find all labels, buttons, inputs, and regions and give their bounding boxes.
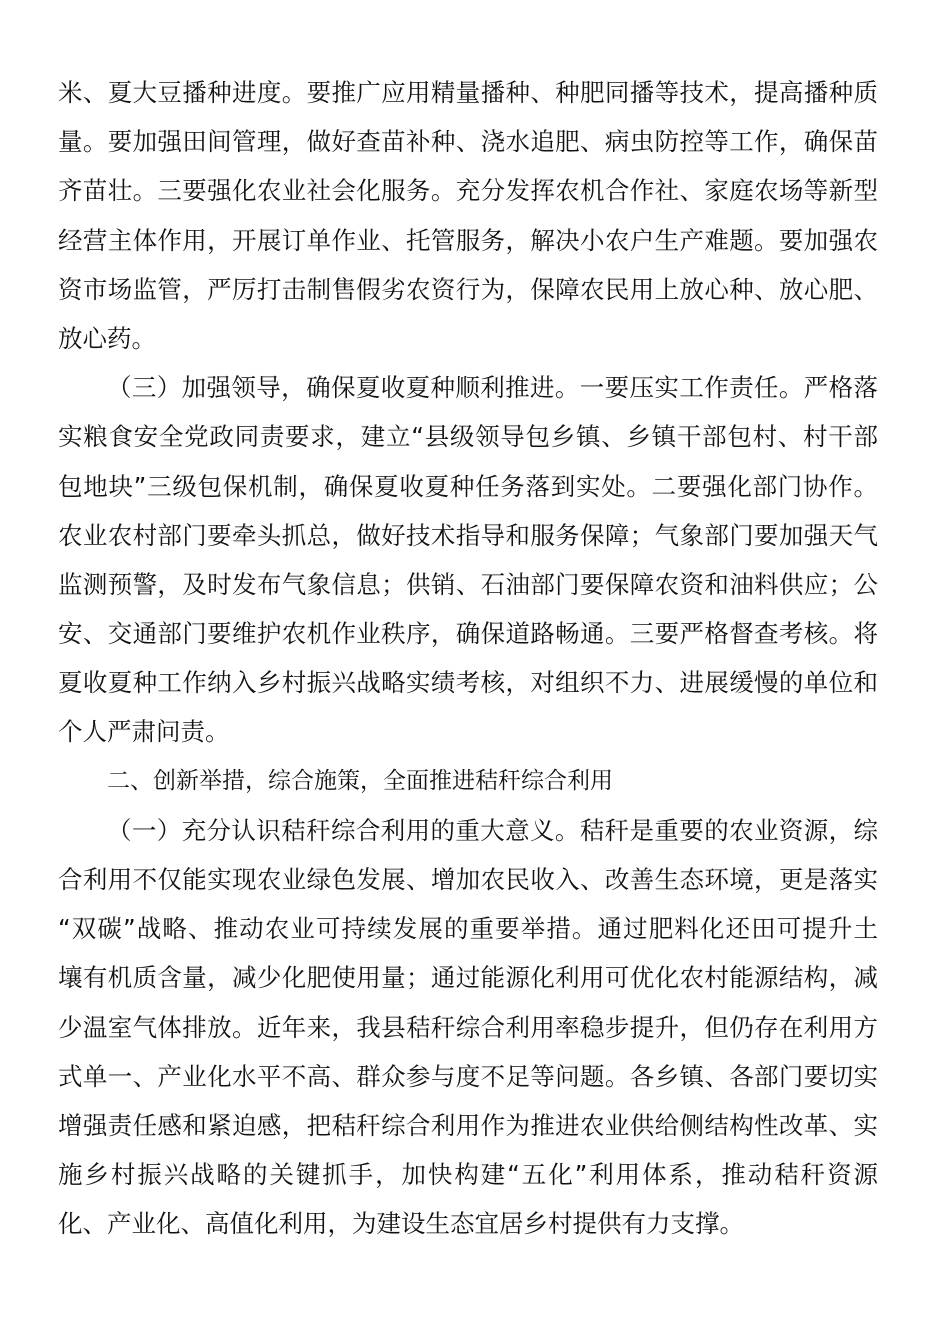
text-line: 个人严肃问责。 xyxy=(58,717,230,747)
text-line: 经营主体作用，开展订单作业、托管服务，解决小农户生产难题。要加强农 xyxy=(58,225,878,255)
text-line: 农业农村部门要牵头抓总，做好技术指导和服务保障；气象部门要加强天气 xyxy=(58,520,878,550)
text-line: 放心药。 xyxy=(58,323,156,353)
text-line: 壤有机质含量，减少化肥使用量；通过能源化利用可优化农村能源结构，减 xyxy=(58,963,878,993)
text-line: 夏收夏种工作纳入乡村振兴战略实绩考核，对组织不力、进展缓慢的单位和 xyxy=(58,668,878,698)
text-line: 量。要加强田间管理，做好查苗补种、浇水追肥、病虫防控等工作，确保苗 xyxy=(58,127,878,157)
text-line: 米、夏大豆播种进度。要推广应用精量播种、种肥同播等技术，提高播种质 xyxy=(58,78,878,107)
text-line: 监测预警，及时发布气象信息；供销、石油部门要保障农资和油料供应；公 xyxy=(58,569,878,599)
text-line: 资市场监管，严厉打击制售假劣农资行为，保障农民用上放心种、放心肥、 xyxy=(58,274,878,304)
text-line: 安、交通部门要维护农机作业秩序，确保道路畅通。三要严格督查考核。将 xyxy=(58,619,878,649)
chapter-heading-2: 二、创新举措，综合施策，全面推进秸秆综合利用 xyxy=(107,767,613,794)
text-line: 少温室气体排放。近年来，我县秸秆综合利用率稳步提升，但仍存在利用方 xyxy=(58,1012,878,1042)
text-line: “双碳”战略、推动农业可持续发展的重要举措。通过肥料化还田可提升土 xyxy=(58,914,878,944)
section-heading-1: （一）充分认识秸秆综合利用的重大意义。秸秆是重要的农业资源，综 xyxy=(107,815,878,845)
text-line: 式单一、产业化水平不高、群众参与度不足等问题。各乡镇、各部门要切实 xyxy=(58,1061,878,1091)
text-line: 合利用不仅能实现农业绿色发展、增加农民收入、改善生态环境，更是落实 xyxy=(58,865,878,894)
text-line: 增强责任感和紧迫感，把秸秆综合利用作为推进农业供给侧结构性改革、实 xyxy=(58,1110,878,1140)
text-line: 施乡村振兴战略的关键抓手，加快构建“五化”利用体系，推动秸秆资源 xyxy=(58,1160,878,1190)
text-line: 实粮食安全党政同责要求，建立“县级领导包乡镇、乡镇干部包村、村干部 xyxy=(58,422,878,452)
document-body xyxy=(58,68,878,1249)
text-line: 齐苗壮。三要强化农业社会化服务。充分发挥农机合作社、家庭农场等新型 xyxy=(58,176,878,206)
section-heading-3: （三）加强领导，确保夏收夏种顺利推进。一要压实工作责任。严格落 xyxy=(107,373,878,403)
text-line: 化、产业化、高值化利用，为建设生态宜居乡村提供有力支撑。 xyxy=(58,1209,744,1239)
text-line: 包地块”三级包保机制，确保夏收夏种任务落到实处。二要强化部门协作。 xyxy=(58,471,878,501)
